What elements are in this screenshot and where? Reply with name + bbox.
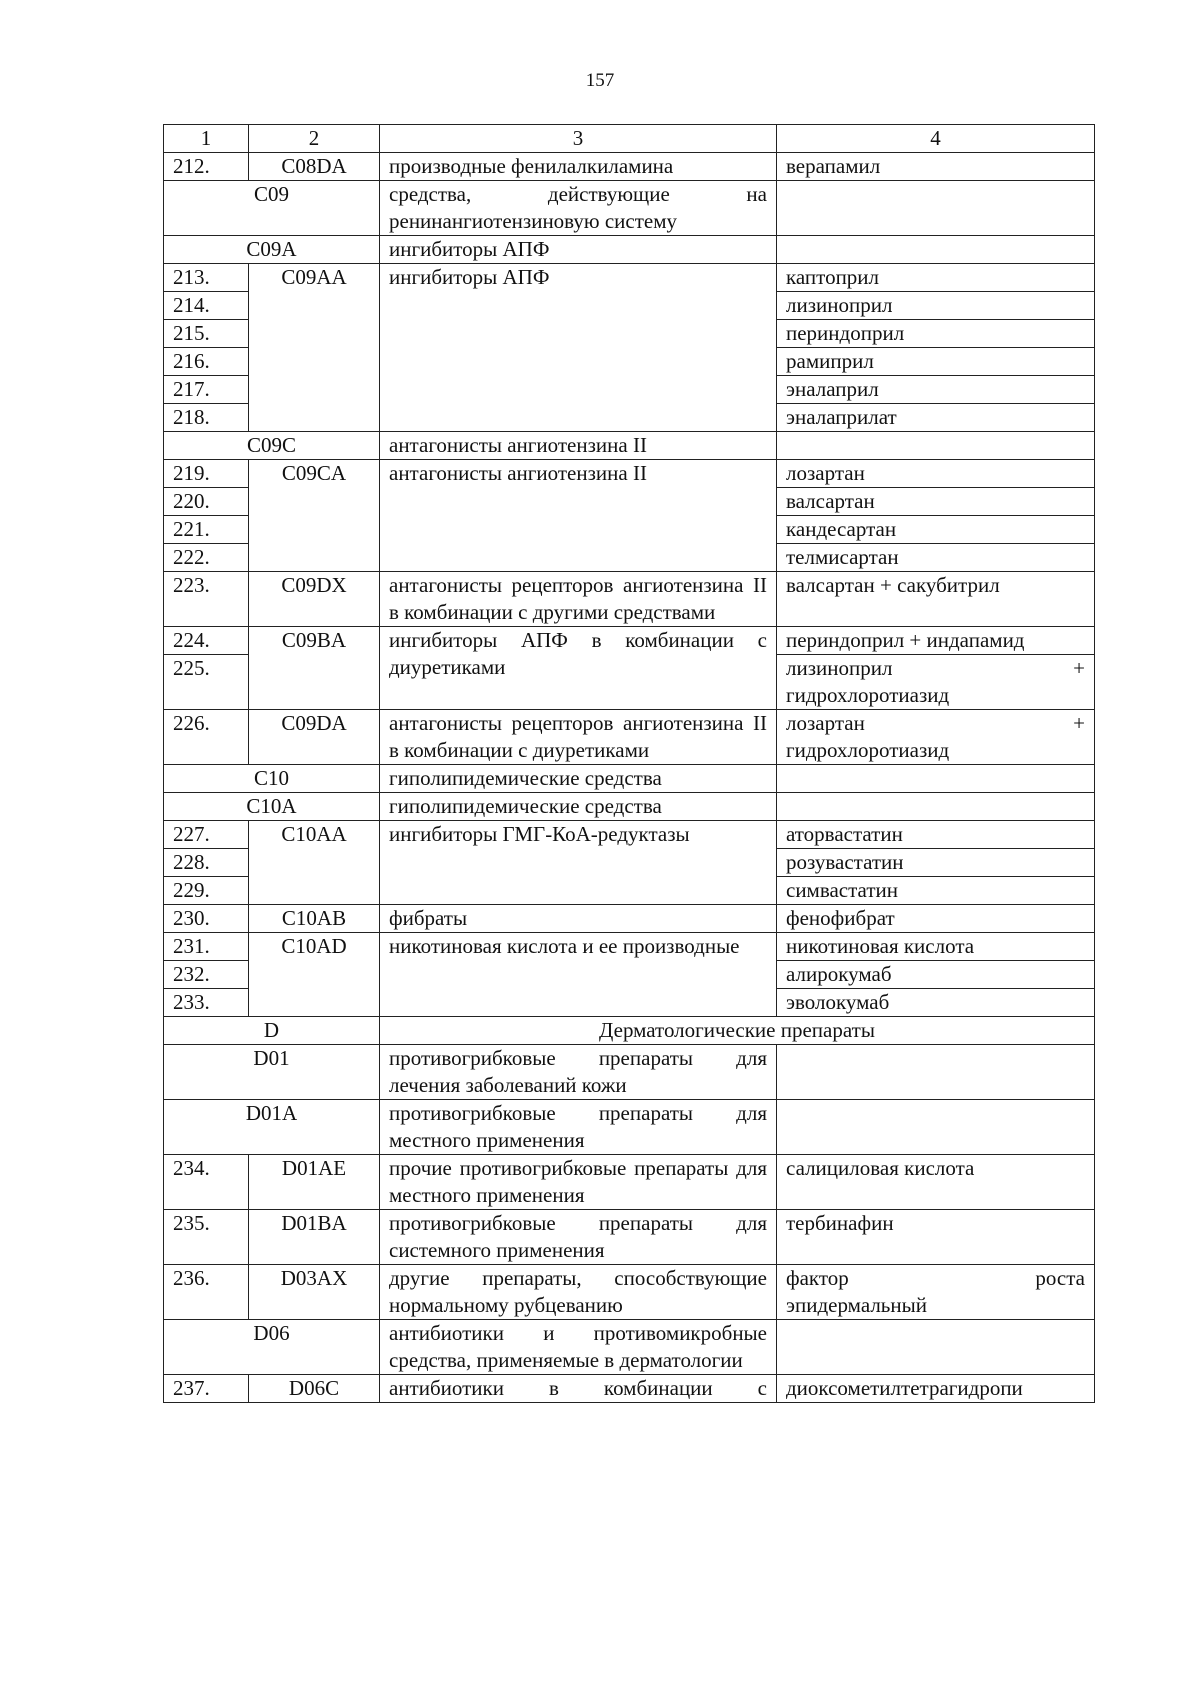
group-name: антагонисты ангиотензина II <box>380 460 777 572</box>
group-name: антагонисты рецепторов ангиотензина II в комбинации с другими средствами <box>380 572 777 627</box>
row-number: 228. <box>164 849 249 877</box>
drug-name-plus: + <box>1073 656 1085 680</box>
header-col-2: 2 <box>249 125 380 153</box>
atc-code: D01BA <box>249 1210 380 1265</box>
atc-group-code: C09A <box>164 236 380 264</box>
atc-section-code: D <box>164 1017 380 1045</box>
header-col-3: 3 <box>380 125 777 153</box>
row-number: 214. <box>164 292 249 320</box>
table-row <box>164 1320 1095 1375</box>
drug-name: верапамил <box>777 153 1095 181</box>
atc-group-code: D01A <box>164 1100 380 1155</box>
row-number: 229. <box>164 877 249 905</box>
drug-name: лизиноприл <box>777 292 1095 320</box>
atc-code: C08DA <box>249 153 380 181</box>
row-number: 224. <box>164 627 249 655</box>
group-name: антагонисты рецепторов ангиотензина II в комбинации с диуретиками <box>380 710 777 765</box>
table-row <box>164 1375 1095 1403</box>
drug-name-part: эпидермальный <box>786 1293 927 1317</box>
group-name: антибиотики в комбинации с <box>380 1375 777 1403</box>
group-name: прочие противогрибковые препараты для местного применения <box>380 1155 777 1210</box>
drug-name <box>777 710 1095 765</box>
drug-name: никотиновая кислота <box>777 933 1095 961</box>
table-row <box>164 1155 1095 1210</box>
table-row <box>164 765 1095 793</box>
table-row <box>164 1100 1095 1155</box>
drug-name-part: гидрохлоротиазид <box>786 683 950 707</box>
atc-group-code: C10 <box>164 765 380 793</box>
table-row <box>164 627 1095 655</box>
row-number: 227. <box>164 821 249 849</box>
row-number: 226. <box>164 710 249 765</box>
row-number: 219. <box>164 460 249 488</box>
table-row <box>164 933 1095 961</box>
drug-name: валсартан + сакубитрил <box>777 572 1095 627</box>
table-row <box>164 1265 1095 1320</box>
table-row <box>164 572 1095 627</box>
group-name: ингибиторы АПФ в комбинации с диуретиками <box>380 627 777 710</box>
row-number: 237. <box>164 1375 249 1403</box>
table-row <box>164 236 1095 264</box>
section-row <box>164 1017 1095 1045</box>
drug-name: телмисартан <box>777 544 1095 572</box>
row-number: 234. <box>164 1155 249 1210</box>
drug-name: розувастатин <box>777 849 1095 877</box>
table-row <box>164 905 1095 933</box>
atc-code: C10AD <box>249 933 380 1017</box>
table-row <box>164 153 1095 181</box>
empty-cell <box>777 1100 1095 1155</box>
drug-name: аторвастатин <box>777 821 1095 849</box>
row-number: 218. <box>164 404 249 432</box>
row-number: 220. <box>164 488 249 516</box>
row-number: 221. <box>164 516 249 544</box>
drug-name-part: лизиноприл <box>786 656 893 680</box>
row-number: 233. <box>164 989 249 1017</box>
group-name: противогрибковые препараты для местного применения <box>380 1100 777 1155</box>
row-number: 217. <box>164 376 249 404</box>
group-name: производные фенилалкиламина <box>380 153 777 181</box>
drug-name: кандесартан <box>777 516 1095 544</box>
drug-name: периндоприл + индапамид <box>777 627 1095 655</box>
drug-name: салициловая кислота <box>777 1155 1095 1210</box>
empty-cell <box>777 1045 1095 1100</box>
group-name: другие препараты, способствующие нормальному рубцеванию <box>380 1265 777 1320</box>
header-col-1: 1 <box>164 125 249 153</box>
drug-name: эналаприл <box>777 376 1095 404</box>
atc-code: C09CA <box>249 460 380 572</box>
table-row <box>164 460 1095 488</box>
group-name: антибиотики и противомикробные средства, применяемые в дерматологии <box>380 1320 777 1375</box>
group-name: ингибиторы ГМГ-КоА-редуктазы <box>380 821 777 905</box>
drug-name-part: лозартан <box>786 711 865 735</box>
atc-group-code: D06 <box>164 1320 380 1375</box>
group-name: никотиновая кислота и ее производные <box>380 933 777 1017</box>
header-col-4: 4 <box>777 125 1095 153</box>
drug-name-part: гидрохлоротиазид <box>786 738 950 762</box>
page-number: 157 <box>585 70 615 91</box>
atc-group-code: C09 <box>164 181 380 236</box>
empty-cell <box>777 765 1095 793</box>
atc-group-code: D01 <box>164 1045 380 1100</box>
group-name: ингибиторы АПФ <box>380 264 777 432</box>
drug-name-part: роста <box>1035 1266 1085 1290</box>
drug-name: эналаприлат <box>777 404 1095 432</box>
row-number: 232. <box>164 961 249 989</box>
atc-code: D06C <box>249 1375 380 1403</box>
table-row <box>164 710 1095 765</box>
atc-code: D01AE <box>249 1155 380 1210</box>
row-number: 230. <box>164 905 249 933</box>
table-row <box>164 821 1095 849</box>
drug-name: тербинафин <box>777 1210 1095 1265</box>
row-number: 231. <box>164 933 249 961</box>
table-row <box>164 1045 1095 1100</box>
empty-cell <box>777 1320 1095 1375</box>
table-row <box>164 181 1095 236</box>
drug-name: лозартан <box>777 460 1095 488</box>
drug-name: алирокумаб <box>777 961 1095 989</box>
empty-cell <box>777 432 1095 460</box>
atc-code: C09DA <box>249 710 380 765</box>
row-number: 223. <box>164 572 249 627</box>
drug-name: диоксометилтетрагидропи <box>777 1375 1095 1403</box>
section-title: Дерматологические препараты <box>380 1017 1095 1045</box>
atc-code: D03AX <box>249 1265 380 1320</box>
drug-name: валсартан <box>777 488 1095 516</box>
table-row <box>164 264 1095 292</box>
group-name: противогрибковые препараты для лечения заболеваний кожи <box>380 1045 777 1100</box>
drug-classification-table <box>163 124 1095 1403</box>
group-name: ингибиторы АПФ <box>380 236 777 264</box>
atc-group-code: C09C <box>164 432 380 460</box>
row-number: 236. <box>164 1265 249 1320</box>
atc-code: C09DX <box>249 572 380 627</box>
drug-name: эволокумаб <box>777 989 1095 1017</box>
atc-group-code: C10A <box>164 793 380 821</box>
drug-name: каптоприл <box>777 264 1095 292</box>
table-row <box>164 793 1095 821</box>
row-number: 222. <box>164 544 249 572</box>
atc-code: C10AB <box>249 905 380 933</box>
empty-cell <box>777 236 1095 264</box>
group-name: фибраты <box>380 905 777 933</box>
row-number: 212. <box>164 153 249 181</box>
atc-code: C09AA <box>249 264 380 432</box>
group-name: гиполипидемические средства <box>380 793 777 821</box>
table-row <box>164 1210 1095 1265</box>
drug-name: симвастатин <box>777 877 1095 905</box>
empty-cell <box>777 181 1095 236</box>
row-number: 225. <box>164 655 249 710</box>
row-number: 215. <box>164 320 249 348</box>
atc-code: C09BA <box>249 627 380 710</box>
table-header-row <box>164 125 1095 153</box>
drug-name: фенофибрат <box>777 905 1095 933</box>
group-name: антагонисты ангиотензина II <box>380 432 777 460</box>
group-name: средства, действующие на ренинангиотензиновую систему <box>380 181 777 236</box>
row-number: 216. <box>164 348 249 376</box>
table-row <box>164 432 1095 460</box>
drug-name-part: фактор <box>786 1266 849 1290</box>
drug-name <box>777 655 1095 710</box>
drug-name-plus: + <box>1073 711 1085 735</box>
group-name: противогрибковые препараты для системного применения <box>380 1210 777 1265</box>
drug-name <box>777 1265 1095 1320</box>
row-number: 213. <box>164 264 249 292</box>
atc-code: C10AA <box>249 821 380 905</box>
row-number: 235. <box>164 1210 249 1265</box>
drug-name: рамиприл <box>777 348 1095 376</box>
drug-name: периндоприл <box>777 320 1095 348</box>
group-name: гиполипидемические средства <box>380 765 777 793</box>
empty-cell <box>777 793 1095 821</box>
